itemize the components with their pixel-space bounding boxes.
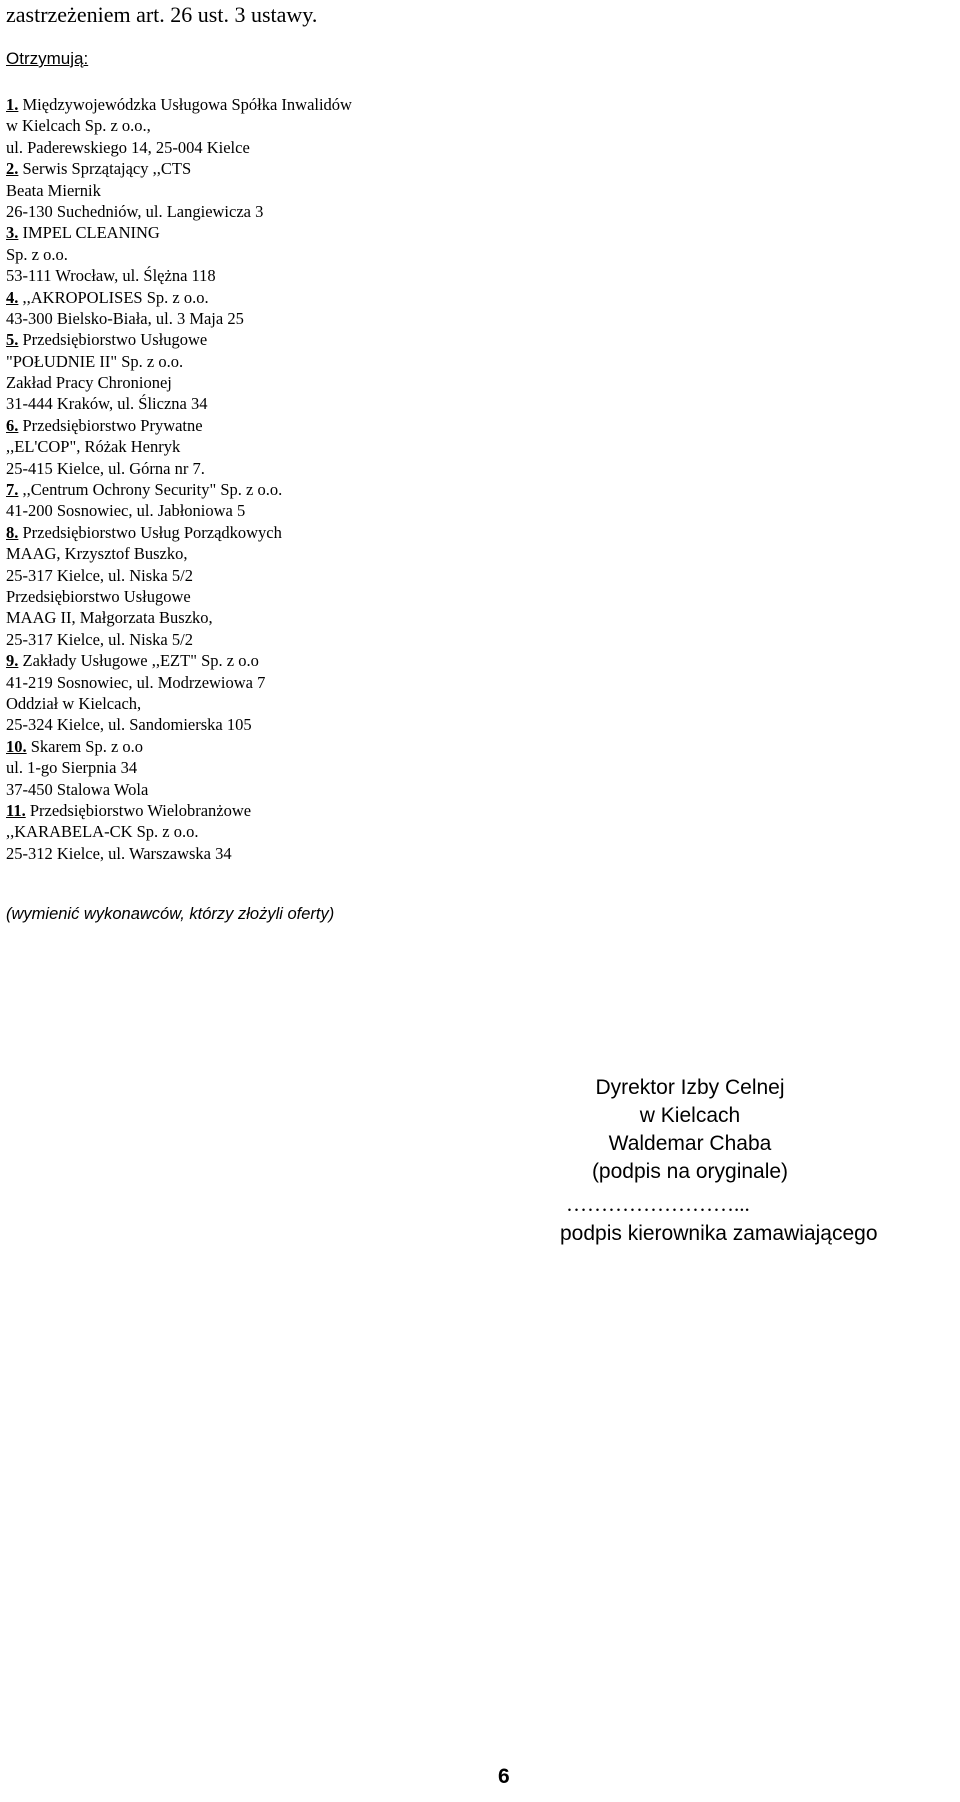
recipient-text: MAAG, Krzysztof Buszko, [6,544,188,564]
recipient-number: 9. [6,651,19,671]
recipient-text: Beata Miernik [6,180,101,200]
recipient-line [6,222,436,243]
recipient-number: 7. [6,480,19,500]
recipient-line [6,265,436,286]
recipient-line [6,115,436,136]
recipient-line [6,843,436,864]
recipient-line [6,308,436,329]
recipient-number: 1. [6,95,19,114]
contractors-note: (wymienić wykonawców, którzy złożyli oferty) [6,905,335,923]
recipient-line [6,287,436,308]
signature-dotted-line: ……………………... [566,1192,750,1216]
recipient-line [6,329,436,350]
recipient-number: 5. [6,330,19,350]
recipient-line [6,500,436,521]
recipient-line [6,714,436,735]
recipient-text: 31-444 Kraków, ul. Śliczna 34 [6,394,208,414]
recipients-heading: Otrzymują: [6,49,89,68]
recipient-line [6,436,436,457]
header-line: zastrzeżeniem art. 26 ust. 3 ustawy. [6,2,318,27]
signature-location: w Kielcach [639,1104,741,1127]
recipient-text: w Kielcach Sp. z o.o., [6,116,151,136]
recipient-text: "POŁUDNIE II" Sp. z o.o. [6,351,184,371]
recipient-number: 6. [6,415,19,435]
recipient-number: 8. [6,522,19,542]
recipient-text: Przedsiębiorstwo Prywatne [18,415,203,435]
recipient-text: 26-130 Suchedniów, ul. Langiewicza 3 [6,201,264,221]
recipient-text: Sp. z o.o. [6,244,68,264]
recipient-line [6,800,436,821]
recipient-line [6,158,436,179]
recipient-text: ,,EL'COP", Różak Henryk [6,437,181,457]
signature-remark: (podpis na oryginale) [591,1160,789,1183]
recipient-line [6,479,436,500]
recipient-text: ul. 1-go Sierpnia 34 [6,758,138,778]
recipient-text: 25-312 Kielce, ul. Warszawska 34 [6,843,232,863]
recipient-text: 43-300 Bielsko-Biała, ul. 3 Maja 25 [6,308,244,328]
recipient-text: MAAG II, Małgorzata Buszko, [6,608,213,628]
recipient-line [6,586,436,607]
recipient-text: Międzywojewódzka Usługowa Spółka Inwalidów [18,95,352,114]
recipient-text: Skarem Sp. z o.o [26,736,144,756]
recipient-text: Przedsiębiorstwo Usługowe [6,586,191,606]
recipient-text: ul. Paderewskiego 14, 25-004 Kielce [6,137,250,157]
recipient-text: Zakłady Usługowe ,,EZT" Sp. z o.o [18,651,259,671]
recipient-text: 37-450 Stalowa Wola [6,779,149,799]
recipient-line [6,393,436,414]
recipient-line [6,458,436,479]
recipient-line [6,736,436,757]
recipient-line [6,779,436,800]
recipient-line [6,372,436,393]
recipient-text: Zakład Pracy Chronionej [6,373,172,393]
recipient-text: 25-317 Kielce, ul. Niska 5/2 [6,565,193,585]
recipient-text: Oddział w Kielcach, [6,693,142,713]
recipient-text: 25-317 Kielce, ul. Niska 5/2 [6,629,193,649]
recipient-line [6,244,436,265]
recipient-line [6,351,436,372]
recipient-line [6,672,436,693]
signature-block [560,1074,960,1186]
recipient-line [6,94,436,115]
recipient-line [6,137,436,158]
recipient-line [6,201,436,222]
page-number: 6 [498,1765,510,1788]
recipient-line [6,650,436,671]
recipient-number: 2. [6,159,19,179]
recipient-number: 3. [6,223,19,243]
recipient-line [6,180,436,201]
recipient-text: Przedsiębiorstwo Usług Porządkowych [18,522,282,542]
signature-name: Waldemar Chaba [608,1132,772,1155]
recipient-line [6,757,436,778]
recipient-line [6,522,436,543]
recipients-list [6,94,436,864]
recipient-text: ,,Centrum Ochrony Security" Sp. z o.o. [18,480,283,500]
recipient-text: 25-324 Kielce, ul. Sandomierska 105 [6,715,252,735]
recipient-line [6,629,436,650]
recipient-text: Serwis Sprzątający ,,CTS [18,159,192,179]
recipient-line [6,415,436,436]
recipient-line [6,821,436,842]
recipient-number: 10. [6,736,27,756]
recipient-line [6,565,436,586]
recipient-text: IMPEL CLEANING [18,223,160,243]
recipient-text: 53-111 Wrocław, ul. Ślężna 118 [6,266,216,286]
recipient-line [6,543,436,564]
recipient-text: Przedsiębiorstwo Usługowe [18,330,208,350]
recipient-text: Przedsiębiorstwo Wielobranżowe [25,800,252,820]
recipient-number: 4. [6,287,19,307]
signature-caption: podpis kierownika zamawiającego [560,1222,878,1245]
recipient-line [6,693,436,714]
recipient-text: 25-415 Kielce, ul. Górna nr 7. [6,458,205,478]
recipient-line [6,607,436,628]
recipient-text: ,,AKROPOLISES Sp. z o.o. [18,287,209,307]
recipient-text: 41-219 Sosnowiec, ul. Modrzewiowa 7 [6,672,266,692]
signature-title: Dyrektor Izby Celnej [595,1076,785,1099]
recipient-text: ,,KARABELA-CK Sp. z o.o. [6,822,199,842]
recipient-number: 11. [6,800,26,820]
recipient-text: 41-200 Sosnowiec, ul. Jabłoniowa 5 [6,501,246,521]
